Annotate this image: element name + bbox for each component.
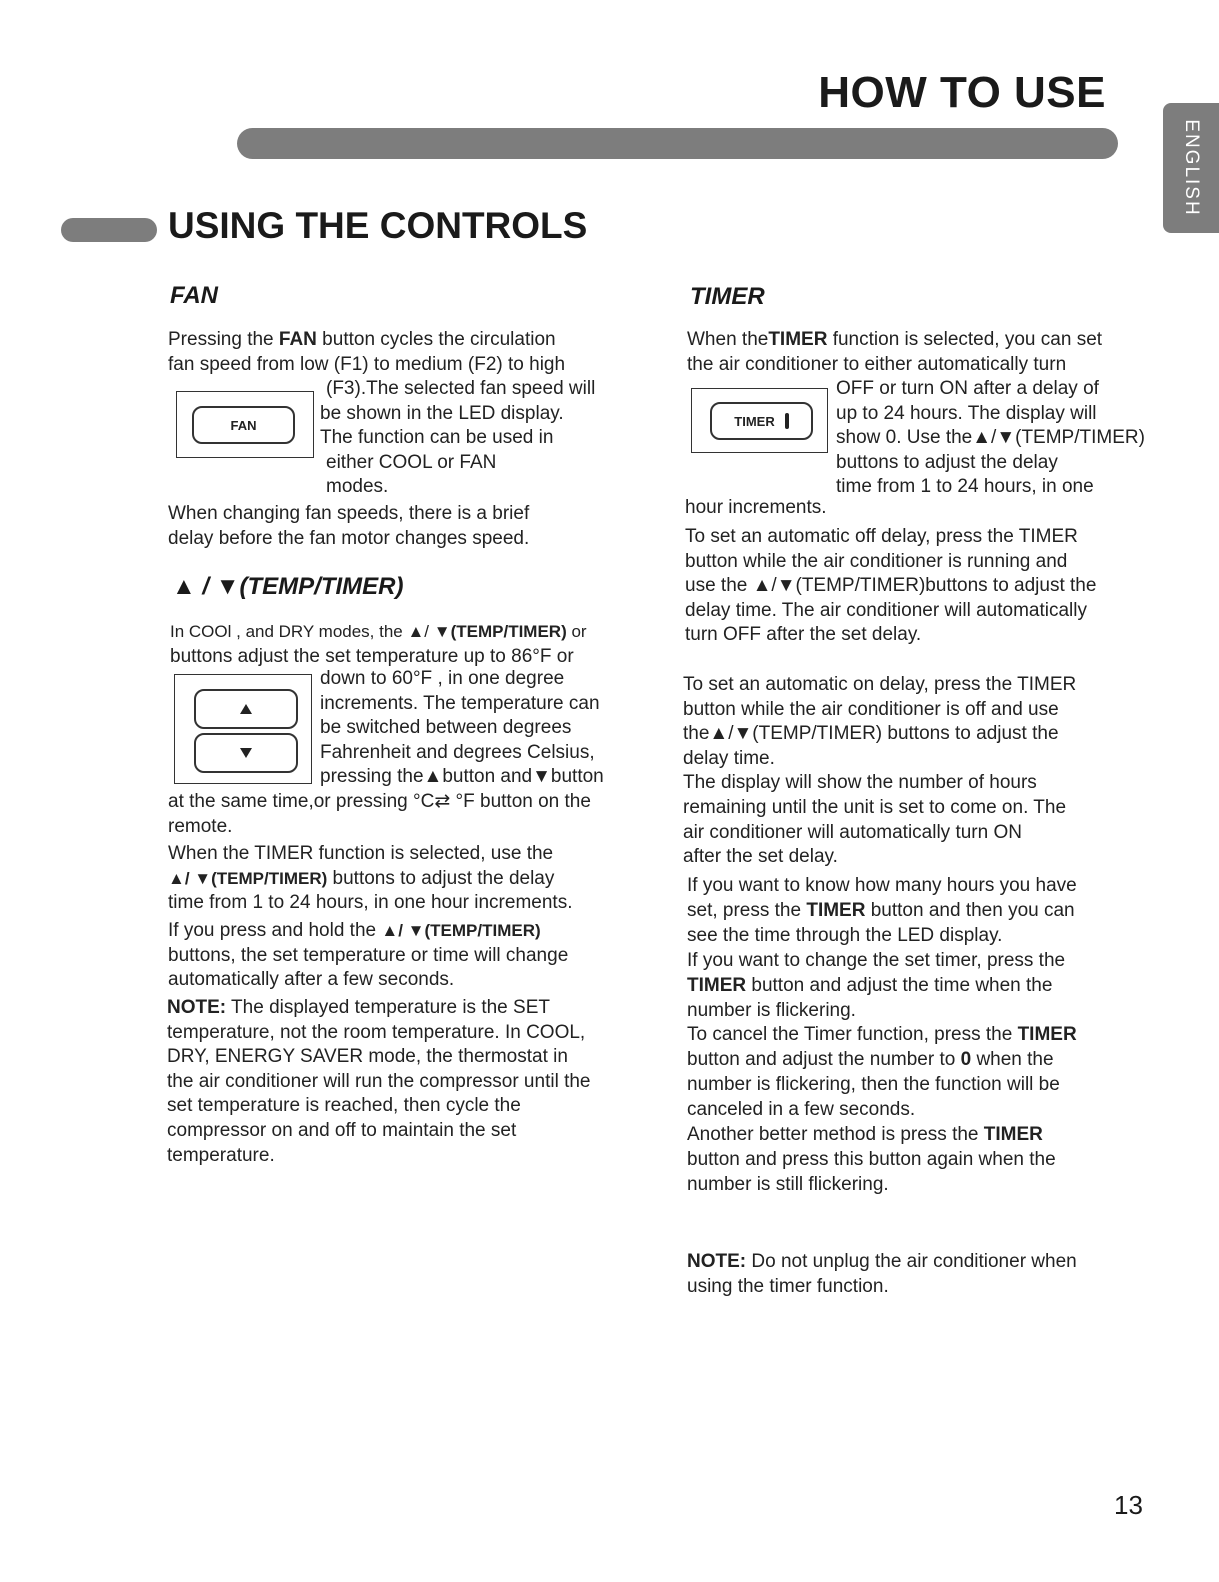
timer-text-bold: TIMER [768,329,828,350]
timer-text: show 0. Use the▲/▼(TEMP/TIMER) [836,427,1145,449]
timer-text: OFF or turn ON after a delay of [836,378,1099,399]
temp-button-illustration [174,674,312,784]
timer-text: use the ▲/▼(TEMP/TIMER)buttons to adjust the [685,575,1097,597]
timer-paragraph-tail [685,496,1155,521]
temp-text: increments. The temperature can [320,692,600,714]
timer-text: when the [971,1049,1054,1071]
fan-button-label: FAN [230,417,257,433]
timer-text: number is flickering, then the function will be [687,1074,1060,1096]
temp-text: automatically after a few seconds. [168,969,455,991]
timer-text: button and press this button again when the [687,1148,1056,1170]
temp-text: The displayed temperature is the SET [226,997,550,1018]
timer-paragraph-3 [683,673,1153,870]
temp-text: buttons, the set temperature or time will change [168,944,569,966]
timer-text: turn OFF after the set delay. [685,624,922,646]
fan-text: The function can be used in [320,427,554,449]
section-pill [61,218,157,242]
timer-text-bold: TIMER [1017,1024,1077,1046]
timer-text: When the [687,329,769,350]
timer-text: If you want to change the set timer, press the [687,949,1066,971]
timer-text: using the timer function. [687,1275,889,1297]
timer-text: buttons to adjust the delay [836,451,1058,473]
timer-text: button and adjust the time when the [746,974,1053,996]
timer-button [710,402,813,440]
timer-text: see the time through the LED display. [687,924,1003,946]
temp-text: buttons to adjust the delay [327,867,555,889]
temp-text: In COOl , and DRY modes, the ▲/ [170,622,434,641]
timer-text: button while the air conditioner is off and use [683,698,1059,720]
timer-text: air conditioner will automatically turn ON [683,821,1022,843]
temp-text: pressing the▲button and▼button [320,766,604,788]
fan-text: modes. [326,476,389,498]
language-tab [1163,103,1219,233]
temp-text-bold: ▲/ ▼(TEMP/TIMER) [381,921,541,940]
timer-text-bold: TIMER [806,899,866,921]
timer-indicator-icon [785,413,789,429]
timer-text: delay time. [683,747,775,769]
language-tab-label: ENGLISH [1181,119,1202,217]
fan-button-illustration [176,391,314,458]
timer-text: set, press the [687,899,807,921]
temp-text: buttons adjust the set temperature up to 86°F or [170,645,574,667]
fan-text: (F3).The selected fan speed will [326,378,596,399]
timer-paragraph-2 [685,525,1155,648]
temp-text: DRY, ENERGY SAVER mode, the thermostat in [167,1046,568,1068]
timer-note [687,1250,1157,1299]
fan-heading: FAN [170,282,218,309]
section-title: USING THE CONTROLS [168,205,588,246]
fan-paragraph-2 [168,502,648,551]
temp-text: the air conditioner will run the compressor until the [167,1070,591,1092]
timer-text: hour increments. [685,497,827,518]
timer-paragraph [687,328,1157,377]
temp-wrap-text [320,667,650,790]
temp-note [167,996,647,1168]
timer-text-bold: TIMER [983,1124,1043,1146]
temp-text: time from 1 to 24 hours, in one hour increments. [168,892,573,914]
fan-text: When changing fan speeds, there is a brief [168,503,530,524]
fan-text: button cycles the circulation [316,329,556,350]
temp-text: at the same time,or pressing °C⇄ °F button on the [168,791,591,812]
timer-text: remaining until the unit is set to come on. The [683,796,1067,818]
page-number: 13 [1114,1490,1143,1520]
timer-text: canceled in a few seconds. [687,1099,916,1121]
timer-text: button and adjust the number to [687,1049,961,1071]
fan-text: fan speed from low (F1) to medium (F2) to high [168,353,566,375]
header-bar [237,128,1118,159]
timer-text-bold: 0 [960,1049,972,1071]
temp-heading: ▲ / ▼(TEMP/TIMER) [172,573,404,600]
temp-text-bold: ▼(TEMP/TIMER) [433,622,567,641]
timer-heading: TIMER [690,283,765,310]
timer-text: the air conditioner to either automatically turn [687,353,1067,375]
timer-button-illustration [691,388,828,453]
timer-button-label: TIMER [734,413,775,429]
temp-text: remote. [168,815,233,837]
temp-text: be switched between degrees [320,717,572,739]
timer-text: To cancel the Timer function, press the [687,1024,1018,1046]
temp-paragraph: In COOl , and DRY modes, the ▲/ ▼(TEMP/TIMER) or buttons adjust the set temperature up to 86°F or [170,620,650,669]
timer-text: To set an automatic on delay, press the TIMER [683,674,1077,695]
fan-paragraph [168,328,648,377]
timer-wrap-text [836,377,1166,500]
timer-text: To set an automatic off delay, press the TIMER [685,526,1078,547]
page-header-title: HOW TO USE [818,68,1106,117]
triangle-up-icon [239,703,253,715]
temp-text: set temperature is reached, then cycle the [167,1095,521,1117]
fan-button [192,406,295,444]
triangle-down-icon [239,747,253,759]
timer-text: button and then you can [865,899,1075,921]
note-label: NOTE: [167,997,227,1018]
timer-text: number is still flickering. [687,1173,889,1195]
temp-text: When the TIMER function is selected, use the [168,843,554,864]
fan-text: either COOL or FAN [326,451,497,473]
fan-text: Pressing the [168,329,279,350]
temp-text: If you press and hold the [168,920,382,941]
timer-text-bold: TIMER [687,974,747,996]
temp-text: Fahrenheit and degrees Celsius, [320,741,595,763]
timer-text: number is flickering. [687,999,856,1021]
timer-text: If you want to know how many hours you have [687,875,1077,896]
timer-text: the▲/▼(TEMP/TIMER) buttons to adjust the [683,723,1059,745]
timer-text: The display will show the number of hours [683,772,1037,794]
temp-text: compressor on and off to maintain the set [167,1119,517,1141]
fan-text: be shown in the LED display. [320,402,564,424]
temp-paragraph-2 [168,842,648,916]
fan-text-bold: FAN [278,329,317,350]
temp-text: down to 60°F , in one degree [320,668,565,689]
timer-text: button while the air conditioner is running and [685,550,1068,572]
temp-text: temperature. [167,1144,275,1166]
temp-text: temperature, not the room temperature. In COOL, [167,1021,586,1043]
fan-wrap-text [320,377,640,500]
temp-paragraph-tail [168,790,648,839]
timer-text: delay time. The air conditioner will automatically [685,599,1087,621]
timer-text: function is selected, you can set [827,329,1103,350]
fan-text: delay before the fan motor changes speed. [168,527,530,549]
timer-text: Do not unplug the air conditioner when [746,1251,1077,1272]
up-button [194,689,298,729]
temp-text-bold: ▲/ ▼(TEMP/TIMER) [168,868,328,888]
note-label: NOTE: [687,1251,747,1272]
timer-text: up to 24 hours. The display will [836,402,1097,424]
down-button [194,733,298,773]
timer-text: time from 1 to 24 hours, in one [836,476,1094,498]
temp-paragraph-3 [168,919,648,993]
timer-text: Another better method is press the [687,1124,984,1146]
timer-paragraph-4 [687,874,1157,1198]
timer-text: after the set delay. [683,846,838,868]
